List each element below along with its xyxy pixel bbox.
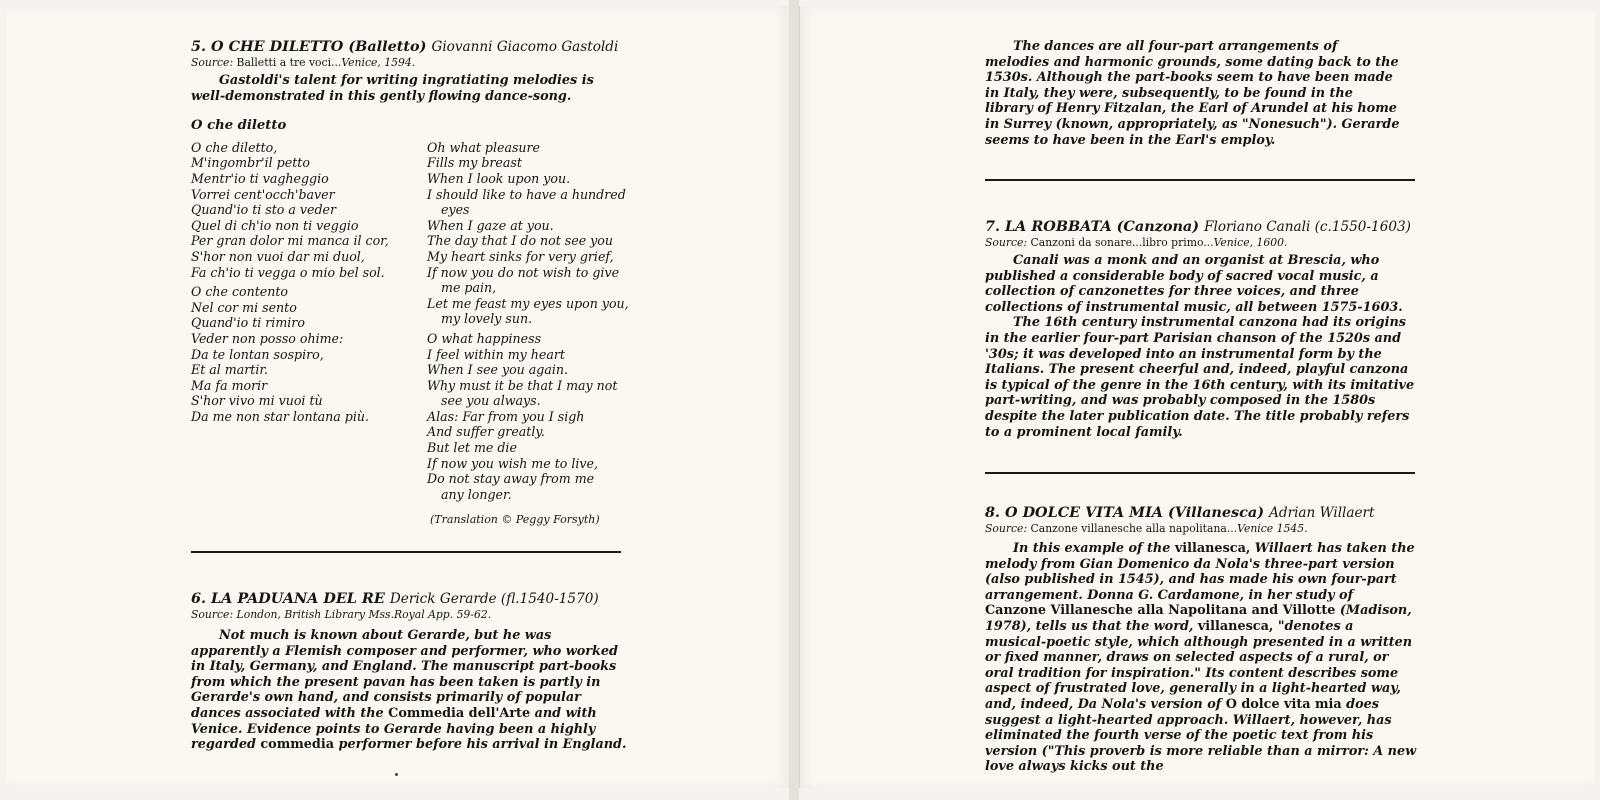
english-line: Do not stay away from me (427, 471, 595, 487)
book-gutter (789, 0, 799, 800)
english-line: Let me feast my eyes upon you, (427, 295, 629, 311)
italian-lyrics (191, 140, 421, 425)
english-line: Oh what pleasure (427, 139, 540, 155)
english-line: The day that I do not see you (427, 233, 613, 249)
italian-line: S'hor vivo mi vuoi tù (191, 393, 323, 409)
italian-line: Ma fa morir (191, 377, 268, 393)
translation-credit: (Translation © Peggy Forsyth) (430, 513, 600, 526)
english-line: my lovely sun. (441, 311, 533, 327)
section-7 (985, 218, 1417, 440)
italian-line: Quel di ch'io non ti veggio (191, 217, 359, 233)
english-line: If now you do not wish to give (427, 264, 620, 280)
italian-line: M'ingombr'il petto (191, 155, 310, 171)
section-7-source: Source: Canzoni da sonare...libro primo...Venice, 1600. (985, 236, 1288, 249)
english-line: I feel within my heart (427, 346, 565, 362)
section-8-source: Source: Canzone villanesche alla napolitana...Venice 1545. (985, 522, 1308, 535)
english-lyrics (427, 140, 657, 503)
section-8-heading (985, 504, 1417, 522)
section-7-paragraph-2: The 16th century instrumental canzona had its origins in the earlier four-part Parisian chanson of the 1520s and '30s; it was developed into an instrumental form by the Italians. The present cheerful and, indeed, playful canzona is typical of the genre in the 16th century, with its imitative part-writing, and was probably composed in the 1580s despite the later publication date. The title probably refers to a prominent local family. (985, 315, 1415, 440)
english-line: But let me die (427, 440, 517, 456)
italian-line: S'hor non vuoi dar mi duol, (191, 248, 365, 264)
english-line: And suffer greatly. (427, 424, 545, 440)
italian-line: Quand'io ti rimiro (191, 315, 305, 331)
italian-line: Mentr'io ti vagheggio (191, 170, 329, 186)
section-divider (985, 472, 1415, 474)
italian-line: Nel cor mi sento (191, 299, 297, 315)
english-line: eyes (441, 202, 470, 218)
english-line: Why must it be that I may not (427, 377, 618, 393)
english-line: Alas: Far from you I sigh (427, 408, 585, 424)
section-6-body: Not much is known about Gerarde, but he was apparently a Flemish composer and performer, who worked in Italy, Germany, and England. The manuscript part-books from which the present pavan has been taken is partly in Gerarde's own hand, and consists primarily of popular dances associated with the Commedia dell'Arte and with Venice. Evidence points to Gerarde having been a highly regarded commedia performer before his arrival in England. (191, 628, 627, 753)
english-line: any longer. (441, 486, 512, 502)
section-8 (985, 504, 1417, 775)
english-line: When I gaze at you. (427, 217, 554, 233)
section-6-continued (985, 39, 1403, 148)
italian-line: Per gran dolor mi manca il cor, (191, 233, 389, 249)
section-divider (985, 179, 1415, 181)
italian-line: Et al martir. (191, 362, 268, 378)
section-5 (191, 38, 631, 502)
section-6-heading (191, 590, 631, 608)
section-7-paragraph-1: Canali was a monk and an organist at Brescia, who published a considerable body of sacred vocal music, a collection of canzonettes for three voices, and three collections of instrumental music, all between 1575-1603. (985, 253, 1403, 315)
italian-line: O che diletto, (191, 139, 278, 155)
italian-line: Vorrei cent'occh'baver (191, 186, 335, 202)
section-7-composer: Floriano Canali (c.1550-1603) (1204, 219, 1411, 235)
english-line: I should like to have a hundred (427, 186, 626, 202)
section-5-heading (191, 38, 631, 56)
song-title: O che diletto (191, 118, 287, 134)
italian-line: Quand'io ti sto a veder (191, 202, 337, 218)
english-line: When I see you again. (427, 362, 569, 378)
italian-line: Da me non star lontana più. (191, 408, 369, 424)
page-mark (395, 773, 398, 776)
section-8-composer: Adrian Willaert (1269, 505, 1375, 521)
english-line: me pain, (441, 280, 497, 296)
section-6-composer: Derick Gerarde (fl.1540-1570) (389, 591, 599, 607)
section-5-source: Source: Balletti a tre voci...Venice, 1594. (191, 56, 416, 69)
section-7-heading (985, 218, 1417, 236)
english-line: My heart sinks for very grief, (427, 248, 614, 264)
italian-line: Da te lontan sospiro, (191, 346, 324, 362)
section-divider (191, 551, 621, 553)
english-line: When I look upon you. (427, 170, 571, 186)
section-5-intro: Gastoldi's talent for writing ingratiating melodies is well-demonstrated in this gently flowing dance-song. (191, 73, 594, 104)
english-line: see you always. (441, 393, 541, 409)
section-8-title: 8. O DOLCE VITA MIA (Villanesca) (985, 504, 1265, 521)
english-line: O what happiness (427, 330, 542, 346)
section-5-title: 5. O CHE DILETTO (Balletto) (191, 38, 427, 55)
section-8-body: In this example of the villanesca, Willaert has taken the melody from Gian Domenico da Nola's three-part version (also published in 1545), and has made his own four-part arrangement. Donna G. Cardamone, in her study of Canzone Villanesche alla Napolitana and Villotte (Madison, 1978), tells us that the word, villanesca, "denotes a musical-poetic style, which although presented in a written or fixed manner, draws on selected aspects of a rural, or oral tradition for inspiration." Its content describes some aspect of frustrated love, generally in a light-hearted way, and, indeed, Da Nola's version of O dolce vita mia does suggest a light-hearted approach. Willaert, however, has eliminated the fourth verse of the poetic text from his version ("This proverb is more reliable than a mirror: A new love always kicks out the (985, 541, 1417, 775)
section-7-title: 7. LA ROBBATA (Canzona) (985, 218, 1200, 235)
section-6-continued-text: The dances are all four-part arrangements of melodies and harmonic grounds, some dating back to the 1530s. Although the part-books seem to have been made in Italy, they were, subsequently, to be found in the library of Henry Fitzalan, the Earl of Arundel at his home in Surrey (known, appropriately, as "Nonesuch"). Gerarde seems to have been in the Earl's employ. (985, 39, 1400, 148)
section-6-title: 6. LA PADUANA DEL RE (191, 590, 385, 607)
english-line: Fills my breast (427, 155, 522, 171)
italian-line: Fa ch'io ti vegga o mio bel sol. (191, 264, 385, 280)
italian-line: O che contento (191, 284, 288, 300)
english-line: If now you wish me to live, (427, 455, 598, 471)
section-6-source: Source: London, British Library Mss.Royal App. 59-62. (191, 608, 492, 621)
italian-line: Veder non posso ohime: (191, 330, 344, 346)
section-6 (191, 590, 631, 753)
section-5-composer: Giovanni Giacomo Gastoldi (431, 39, 619, 55)
